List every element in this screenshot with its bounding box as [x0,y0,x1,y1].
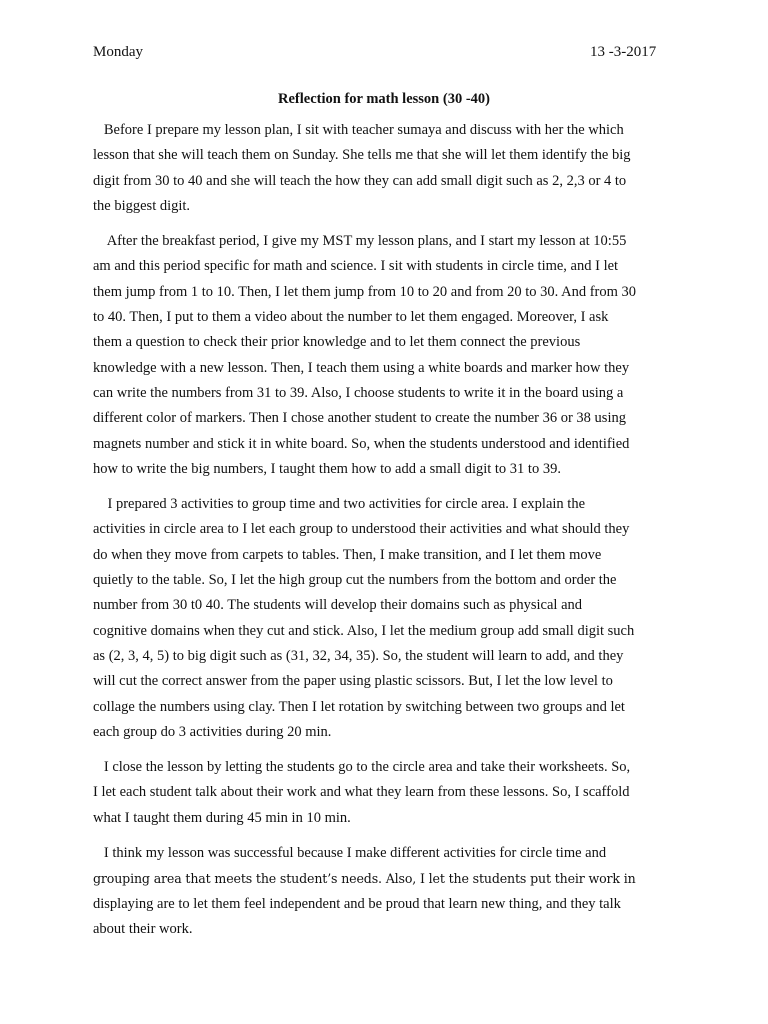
text-line: am and this period specific for math and science. I sit with students in circle time, and I let [93,258,619,275]
text-line: them a question to check their prior knowledge and to let them connect the previous [93,334,581,351]
text-line: how to write the big numbers, I taught them how to add a small digit to 31 to 39. [93,460,561,477]
text-line: quietly to the table. So, I let the high group cut the numbers from the bottom and order the [93,572,617,589]
header-date: 13 -3-2017 [590,44,657,60]
text-line: number from 30 t0 40. The students will develop their domains such as physical and [93,597,583,614]
paragraph [93,755,683,831]
text-line: magnets number and stick it in white board. So, when the students understood and identified [93,435,630,452]
text-line: I let each student talk about their work and what they learn from these lessons. So, I scaffold [93,784,630,801]
text-line: do when they move from carpets to tables. Then, I make transition, and I let them move [93,546,602,563]
text-line: grouping area that meets the student’s needs. Also, I let the students put their work in [93,871,636,887]
text-line: I close the lesson by letting the students go to the circle area and take their worksheets. So, [93,759,631,776]
text-line: about their work. [93,920,193,937]
header-day: Monday [93,44,143,60]
page-title: Reflection for math lesson (30 -40) [278,91,490,107]
text-line: Before I prepare my lesson plan, I sit with teacher sumaya and discuss with her the which [93,122,624,138]
text-line: each group do 3 activities during 20 min. [93,723,332,740]
text-line: activities in circle area to I let each group to understood their activities and what should they [93,521,630,538]
paragraph [93,229,683,482]
text-line: can write the numbers from 31 to 39. Also, I choose students to write it in the board using a [93,384,624,401]
text-line: will cut the correct answer from the paper using plastic scissors. But, I let the low level to [93,673,613,690]
text-line: different color of markers. Then I chose another student to create the number 36 or 38 using [93,410,626,427]
text-line: what I taught them during 45 min in 10 min. [93,809,351,826]
text-line: After the breakfast period, I give my MST my lesson plans, and I start my lesson at 10:55 [93,233,627,250]
text-line: to 40. Then, I put to them a video about the number to let them engaged. Moreover, I ask [93,309,609,326]
text-line: the biggest digit. [93,197,191,214]
text-line: digit from 30 to 40 and she will teach the how they can add small digit such as 2, 2,3 or 4 to [93,172,627,189]
document-body [93,118,683,952]
paragraph [93,841,683,942]
text-line: cognitive domains when they cut and stick. Also, I let the medium group add small digit such [93,622,635,639]
text-line: displaying are to let them feel independent and be proud that learn new thing, and they talk [93,895,621,912]
text-line: knowledge with a new lesson. Then, I teach them using a white boards and marker how they [93,359,630,376]
paragraph [93,492,683,745]
text-line: I think my lesson was successful because I make different activities for circle time and [93,845,607,862]
text-line: as (2, 3, 4, 5) to big digit such as (31, 32, 34, 35). So, the student will learn to add, and they [93,647,624,664]
text-line: them jump from 1 to 10. Then, I let them jump from 10 to 20 and from 20 to 30. And from 30 [93,283,637,300]
text-line: lesson that she will teach them on Sunday. She tells me that she will let them identify the big [93,147,631,164]
text-line: I prepared 3 activities to group time and two activities for circle area. I explain the [93,496,586,513]
paragraph [93,118,683,219]
text-line: collage the numbers using clay. Then I let rotation by switching between two groups and let [93,698,625,715]
